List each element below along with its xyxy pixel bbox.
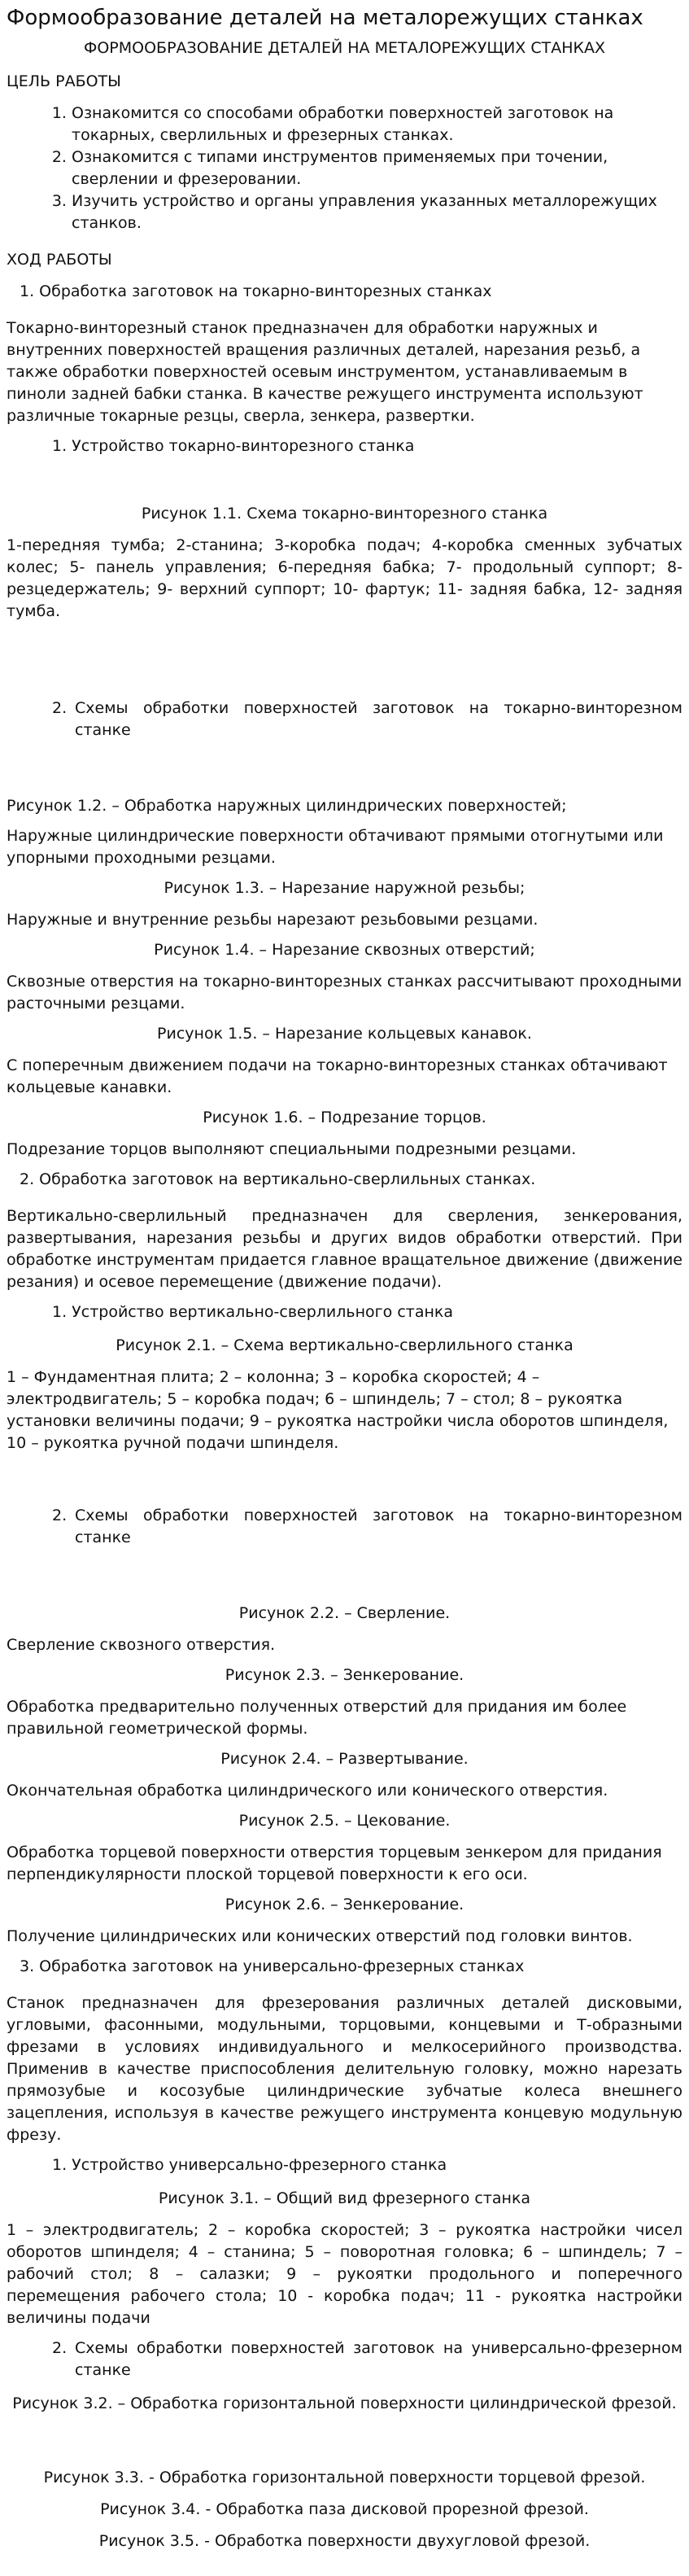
part1-intro: Токарно-винторезный станок предназначен для обработки наружных и внутренних поверхностей вращения различных деталей, нарезания резьб, а также обработки поверхностей осевым инструментом, устанавливаемым в пиноли задней бабки станка. В качестве режущего инструмента используют различные токарные резцы, сверла, зенкера, развертки.: [7, 319, 643, 425]
part3-heading: 3. Обработка заготовок на универсально-фрезерных станках: [20, 1957, 525, 1975]
fig-2-3-caption: Рисунок 2.3. – Зенкерование.: [225, 1666, 464, 1684]
document-page: [0, 5, 689, 2552]
goal-heading: ЦЕЛЬ РАБОТЫ: [7, 72, 121, 90]
document-subtitle: ФОРМООБРАЗОВАНИЕ ДЕТАЛЕЙ НА МЕТАЛОРЕЖУЩИХ СТАНКАХ: [83, 39, 606, 57]
fig-2-5-caption: Рисунок 2.5. – Цекование.: [238, 1812, 451, 1830]
item-text: Схемы обработки поверхностей заготовок на токарно-винторезном станке: [75, 1507, 682, 1546]
part1-item2: [52, 698, 682, 741]
goal-list: [7, 103, 682, 234]
progress-heading: ХОД РАБОТЫ: [7, 251, 112, 269]
part1-item1: 1. Устройство токарно-винторезного станка: [52, 437, 415, 455]
fig-1-2-text: Наружные цилиндрические поверхности обтачивают прямыми отогнутыми или упорными проходными резцами.: [7, 827, 664, 867]
item-number: 2.: [52, 1507, 68, 1524]
figure-placeholder: [7, 631, 682, 698]
goal-item: 1. Ознакомится со способами обработки поверхностей заготовок на токарных, сверлильных и фрезерных станках.: [72, 103, 682, 147]
figure-placeholder: [7, 753, 682, 795]
fig-2-2-caption: Рисунок 2.2. – Сверление.: [238, 1604, 451, 1622]
fig-2-1-legend: 1 – Фундаментная плита; 2 – колонна; 3 – коробка скоростей; 4 – электродвигатель; 5 – коробка подач; 6 – шпиндель; 7 – стол; 8 – рукоятка установки величины подачи; 9 – рукоятка настройки числа оборотов шпинделя, 10 – рукоятка ручной подачи шпинделя.: [7, 1368, 669, 1452]
fig-3-1-caption: Рисунок 3.1. – Общий вид фрезерного станка: [158, 2189, 531, 2207]
part3-item2: [52, 2338, 682, 2381]
figure-placeholder: [7, 2425, 682, 2467]
fig-2-1-caption: Рисунок 2.1. – Схема вертикально-сверлильного станка: [116, 1336, 573, 1354]
fig-1-6-caption: Рисунок 1.6. – Подрезание торцов.: [203, 1109, 486, 1126]
fig-1-4-caption: Рисунок 1.4. – Нарезание сквозных отверстий;: [154, 941, 535, 959]
figure-placeholder: [7, 469, 682, 503]
figure-placeholder: [7, 1463, 682, 1505]
figure-placeholder: [7, 1560, 682, 1603]
part1-heading: 1. Обработка заготовок на токарно-винторезных станках: [20, 282, 492, 300]
item-text: Схемы обработки поверхностей заготовок на универсально-фрезерном станке: [75, 2339, 682, 2379]
fig-2-6-caption: Рисунок 2.6. – Зенкерование.: [225, 1896, 464, 1913]
fig-1-4-text: Сквозные отверстия на токарно-винторезных станках рассчитывают проходными расточными резцами.: [7, 973, 682, 1012]
fig-1-3-caption: Рисунок 1.3. – Нарезание наружной резьбы;: [164, 879, 525, 897]
fig-1-3-text: Наружные и внутренние резьбы нарезают резьбовыми резцами.: [7, 911, 539, 929]
part2-heading: 2. Обработка заготовок на вертикально-сверлильных станках.: [20, 1170, 536, 1188]
fig-1-5-text: С поперечным движением подачи на токарно-винторезных станках обтачивают кольцевые канавки.: [7, 1056, 668, 1096]
fig-3-3-caption: Рисунок 3.3. - Обработка горизонтальной поверхности торцевой фрезой.: [43, 2469, 646, 2486]
item-text: Схемы обработки поверхностей заготовок на токарно-винторезном станке: [75, 699, 682, 739]
document-title: Формообразование деталей на металорежущих станках: [7, 6, 643, 30]
fig-2-4-text: Окончательная обработка цилиндрического или конического отверстия.: [7, 1782, 608, 1800]
fig-2-2-text: Сверление сквозного отверстия.: [7, 1636, 276, 1654]
fig-1-1-caption: Рисунок 1.1. Схема токарно-винторезного станка: [141, 505, 548, 523]
fig-3-1-legend: 1 – электродвигатель; 2 – коробка скоростей; 3 – рукоятка настройки чисел оборотов шпинделя; 4 – станина; 5 – поворотная головка; 6 – шпиндель; 7 – рабочий стол; 8 – салазки; 9 – рукоятки продольного и поперечного перемещения рабочего стола; 10 - коробка подач; 11 - рукоятка настройки величины подачи: [7, 2221, 682, 2327]
fig-2-3-text: Обработка предварительно полученных отверстий для придания им более правильной геометрической формы.: [7, 1698, 627, 1738]
goal-item: 2. Ознакомится с типами инструментов применяемых при точении, сверлении и фрезеровании.: [72, 147, 682, 190]
goal-item: 3. Изучить устройство и органы управления указанных металлорежущих станков.: [72, 190, 682, 234]
fig-1-6-text: Подрезание торцов выполняют специальными подрезными резцами.: [7, 1140, 577, 1158]
fig-2-5-text: Обработка торцевой поверхности отверстия торцевым зенкером для придания перпендикулярности плоской торцевой поверхности к его оси.: [7, 1843, 662, 1883]
part3-intro: Станок предназначен для фрезерования различных деталей дисковыми, угловыми, фасонными, модульными, торцовыми, концевыми и Т-образными фрезами в условиях индивидуального и мелкосерийного производства. Применив в качестве приспособления делительную головку, можно нарезать прямозубые и косозубые цилиндрические зубчатые колеса внешнего зацепления, используя в качестве режущего инструмента концевую модульную фрезу.: [7, 1994, 682, 2144]
fig-3-4-caption: Рисунок 3.4. - Обработка паза дисковой прорезной фрезой.: [100, 2500, 589, 2518]
item-number: 2.: [52, 2339, 68, 2357]
fig-1-2-caption: Рисунок 1.2. – Обработка наружных цилиндрических поверхностей;: [7, 797, 567, 815]
fig-3-2-caption: Рисунок 3.2. – Обработка горизонтальной поверхности цилиндрической фрезой.: [12, 2394, 677, 2412]
part2-item1: 1. Устройство вертикально-сверлильного станка: [52, 1303, 454, 1321]
fig-2-6-text: Получение цилиндрических или конических отверстий под головки винтов.: [7, 1927, 633, 1945]
item-number: 2.: [52, 699, 68, 717]
fig-1-5-caption: Рисунок 1.5. – Нарезание кольцевых канавок.: [157, 1025, 532, 1043]
fig-3-5-caption: Рисунок 3.5. - Обработка поверхности двухугловой фрезой.: [98, 2532, 591, 2550]
part2-intro: Вертикально-сверлильный предназначен для сверления, зенкерования, развертывания, нарезания резьбы и других видов обработки отверстий. При обработке инструментам придается главное вращательное движение (движение резания) и осевое перемещение (движение подачи).: [7, 1207, 682, 1291]
part2-item2: [52, 1505, 682, 1549]
fig-1-1-legend: 1-передняя тумба; 2-станина; 3-коробка подач; 4-коробка сменных зубчатых колес; 5- панель управления; 6-передняя бабка; 7- продольный суппорт; 8- резцедержатель; 9- верхний суппорт; 10- фартук; 11- задняя бабка, 12- задняя тумба.: [7, 536, 682, 620]
fig-2-4-caption: Рисунок 2.4. – Развертывание.: [220, 1750, 469, 1768]
part3-item1: 1. Устройство универсально-фрезерного станка: [52, 2156, 447, 2174]
